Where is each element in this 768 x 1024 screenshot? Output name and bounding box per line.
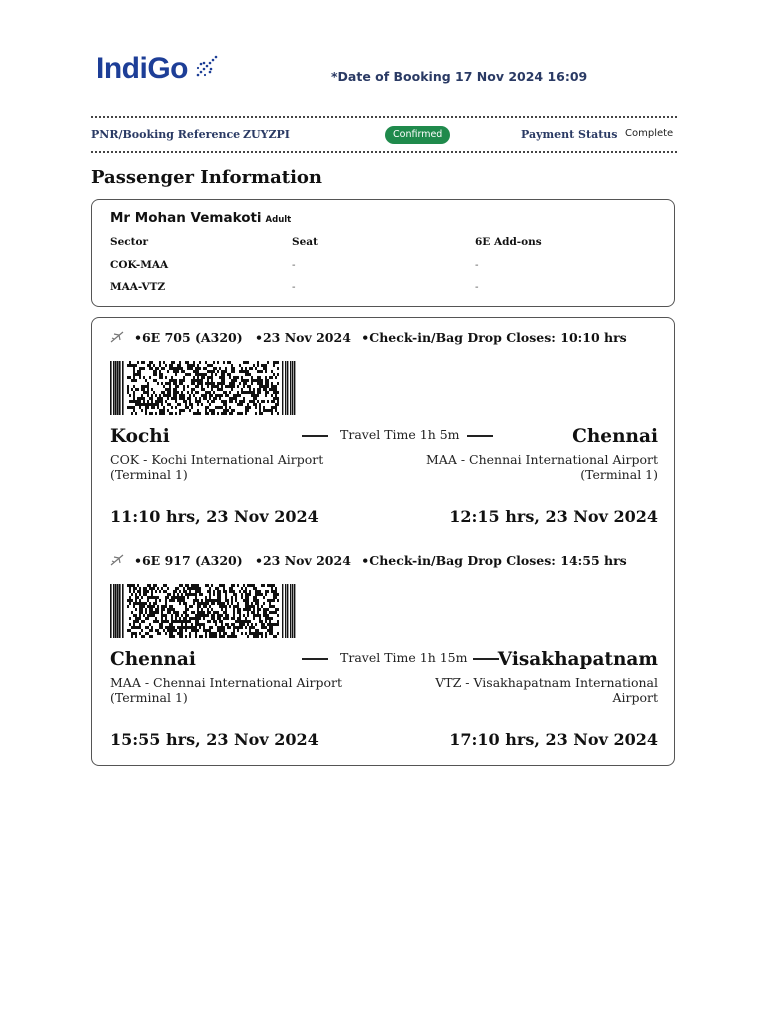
flight-info-line — [110, 330, 627, 346]
route-line-right — [473, 658, 499, 660]
status-badge: Confirmed — [385, 126, 450, 144]
flights-card — [91, 317, 675, 766]
origin-airport-name: MAA - Chennai International Airport — [110, 675, 342, 690]
pnr-label: PNR/Booking Reference — [91, 128, 241, 141]
arrival-time: 12:15 hrs, 23 Nov 2024 — [449, 507, 658, 526]
travel-time: Travel Time 1h 5m — [340, 427, 460, 442]
destination-city: Visakhapatnam — [497, 649, 658, 670]
flight-info-line — [110, 553, 627, 569]
destination-airport — [435, 675, 658, 705]
destination-terminal: Airport — [612, 690, 658, 705]
row-sector: MAA-VTZ — [110, 281, 166, 293]
row-addons: - — [475, 281, 479, 293]
indigo-logo — [96, 52, 220, 86]
destination-airport-name: MAA - Chennai International Airport — [426, 452, 658, 467]
plane-icon — [110, 331, 124, 346]
header-seat: Seat — [292, 236, 318, 248]
flight-date: •23 Nov 2024 — [255, 330, 351, 345]
checkin-close: •Check-in/Bag Drop Closes: 14:55 hrs — [361, 553, 627, 568]
destination-airport-name: VTZ - Visakhapatnam International — [435, 675, 658, 690]
flight-number: •6E 705 (A320) — [134, 330, 243, 345]
payment-status-value: Complete — [625, 128, 674, 139]
origin-airport — [110, 675, 342, 705]
destination-terminal: (Terminal 1) — [580, 467, 658, 482]
pnr-row — [91, 126, 677, 144]
barcode — [110, 361, 296, 415]
destination-city: Chennai — [572, 426, 658, 447]
section-title: Passenger Information — [91, 167, 323, 188]
row-sector: COK-MAA — [110, 259, 169, 271]
origin-terminal: (Terminal 1) — [110, 690, 188, 705]
divider-bottom — [91, 151, 677, 153]
route-line-left — [302, 435, 328, 437]
route-line-right — [467, 435, 493, 437]
passenger-name-text: Mr Mohan Vemakoti — [110, 210, 262, 226]
row-addons: - — [475, 259, 479, 271]
travel-time: Travel Time 1h 15m — [340, 650, 468, 665]
origin-city: Chennai — [110, 649, 196, 670]
header-sector: Sector — [110, 236, 149, 248]
row-seat: - — [292, 259, 296, 271]
arrival-time: 17:10 hrs, 23 Nov 2024 — [449, 730, 658, 749]
origin-terminal: (Terminal 1) — [110, 467, 188, 482]
booking-date: *Date of Booking 17 Nov 2024 16:09 — [331, 69, 588, 84]
origin-airport-name: COK - Kochi International Airport — [110, 452, 324, 467]
flight-number: •6E 917 (A320) — [134, 553, 243, 568]
route-line-left — [302, 658, 328, 660]
row-seat: - — [292, 281, 296, 293]
checkin-close: •Check-in/Bag Drop Closes: 10:10 hrs — [361, 330, 627, 345]
origin-city: Kochi — [110, 426, 170, 447]
origin-airport — [110, 452, 323, 482]
logo-text: IndiGo — [96, 52, 188, 85]
departure-time: 15:55 hrs, 23 Nov 2024 — [110, 730, 319, 749]
header-addons: 6E Add-ons — [475, 236, 542, 248]
flight-date: •23 Nov 2024 — [255, 553, 351, 568]
departure-time: 11:10 hrs, 23 Nov 2024 — [110, 507, 319, 526]
passenger-card — [91, 199, 675, 307]
destination-airport — [426, 452, 658, 482]
divider-top — [91, 116, 677, 118]
plane-dots-icon — [194, 54, 220, 84]
passenger-name — [110, 210, 291, 226]
passenger-type: Adult — [265, 215, 292, 225]
barcode — [110, 584, 296, 638]
plane-icon — [110, 554, 124, 569]
pnr-value: ZUYZPI — [243, 128, 290, 141]
payment-status-label: Payment Status — [521, 128, 618, 141]
